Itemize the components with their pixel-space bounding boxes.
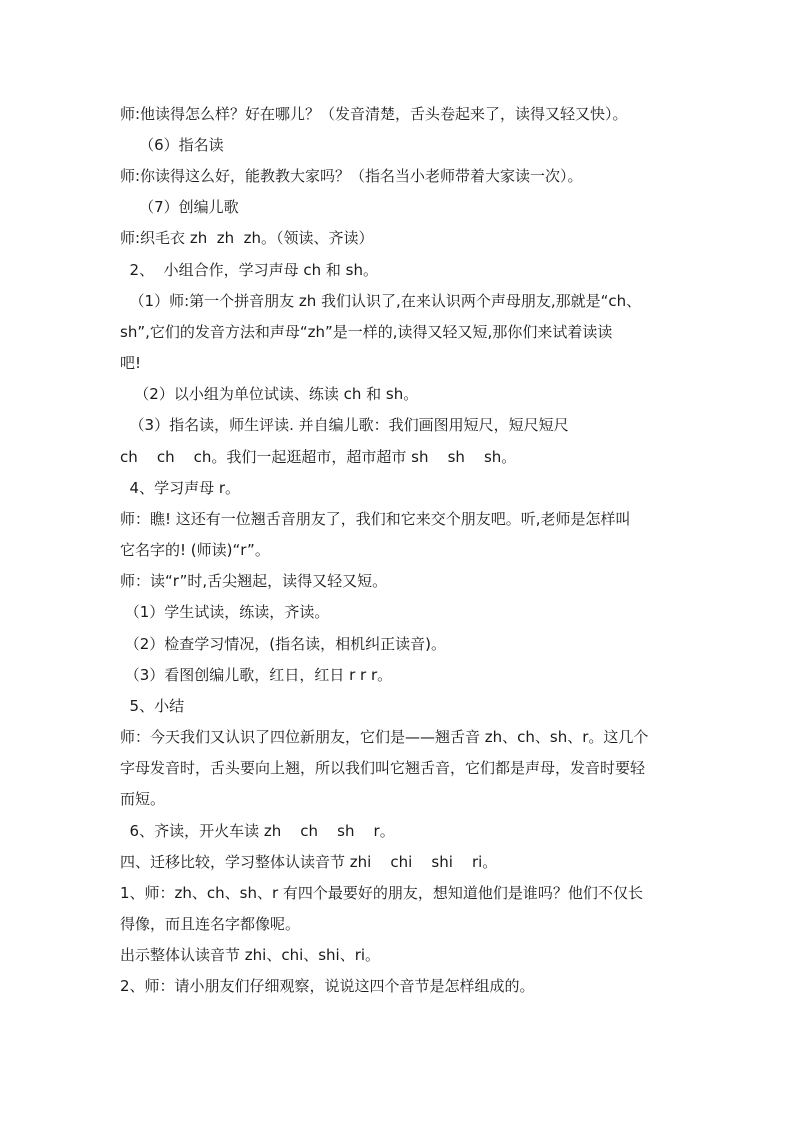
- text-line: 师：读“r”时,舌尖翘起，读得又轻又短。: [120, 572, 388, 590]
- text-line: （7）创编儿歌: [120, 198, 239, 216]
- text-line: 得像，而且连名字都像呢。: [120, 915, 301, 933]
- text-line: sh”,它们的发音方法和声母“zh”是一样的,读得又轻又短,那你们来试着读读: [120, 323, 613, 341]
- text-line: （2）以小组为单位试读、练读 ch 和 sh。: [120, 385, 419, 403]
- text-line: （6）指名读: [120, 136, 224, 154]
- text-line: （1）学生试读，练读，齐读。: [120, 603, 330, 621]
- text-line: 师：今天我们又认识了四位新朋友，它们是——翘舌音 zh、ch、sh、r。这几个: [120, 728, 649, 746]
- text-line: （3）指名读，师生评读. 并自编儿歌：我们画图用短尺，短尺短尺: [120, 416, 569, 434]
- text-line: 6、齐读，开火车读 zh ch sh r。: [120, 822, 395, 840]
- text-line: 5、小结: [120, 697, 185, 715]
- text-line: （2）检查学习情况，(指名读，相机纠正读音)。: [120, 635, 447, 653]
- text-line: 出示整体认读音节 zhi、chi、shi、ri。: [120, 946, 381, 964]
- text-line: ch ch ch。我们一起逛超市，超市超市 sh sh sh。: [120, 448, 517, 466]
- text-line: 它名字的! (师读)“r”。: [120, 541, 270, 559]
- text-line: 1、师：zh、ch、sh、r 有四个最要好的朋友，想知道他们是谁吗？他们不仅长: [120, 884, 643, 902]
- text-line: 4、学习声母 r。: [120, 479, 241, 497]
- text-line: 2、师：请小朋友们仔细观察，说说这四个音节是怎样组成的。: [120, 977, 535, 995]
- text-line: 2、 小组合作，学习声母 ch 和 sh。: [120, 261, 378, 279]
- text-line: （1）师:第一个拼音朋友 zh 我们认识了,在来认识两个声母朋友,那就是“ch、: [120, 292, 642, 310]
- text-line: （3）看图创编儿歌，红日，红日 r r r。: [120, 666, 393, 684]
- text-line: 而短。: [120, 790, 166, 808]
- text-line: 师:你读得这么好，能教教大家吗？（指名当小老师带着大家读一次）。: [120, 167, 583, 185]
- text-line: 师:织毛衣 zh zh zh。（领读、齐读）: [120, 229, 374, 247]
- text-line: 师:他读得怎么样？好在哪儿？（发音清楚，舌头卷起来了，读得又轻又快）。: [120, 105, 628, 123]
- text-line: 师：瞧! 这还有一位翘舌音朋友了，我们和它来交个朋友吧。听,老师是怎样叫: [120, 510, 631, 528]
- text-line: 吧!: [120, 354, 142, 372]
- text-line: 字母发音时，舌头要向上翘，所以我们叫它翘舌音，它们都是声母，发音时要轻: [120, 759, 646, 777]
- text-line: 四、迁移比较，学习整体认读音节 zhi chi shi ri。: [120, 853, 498, 871]
